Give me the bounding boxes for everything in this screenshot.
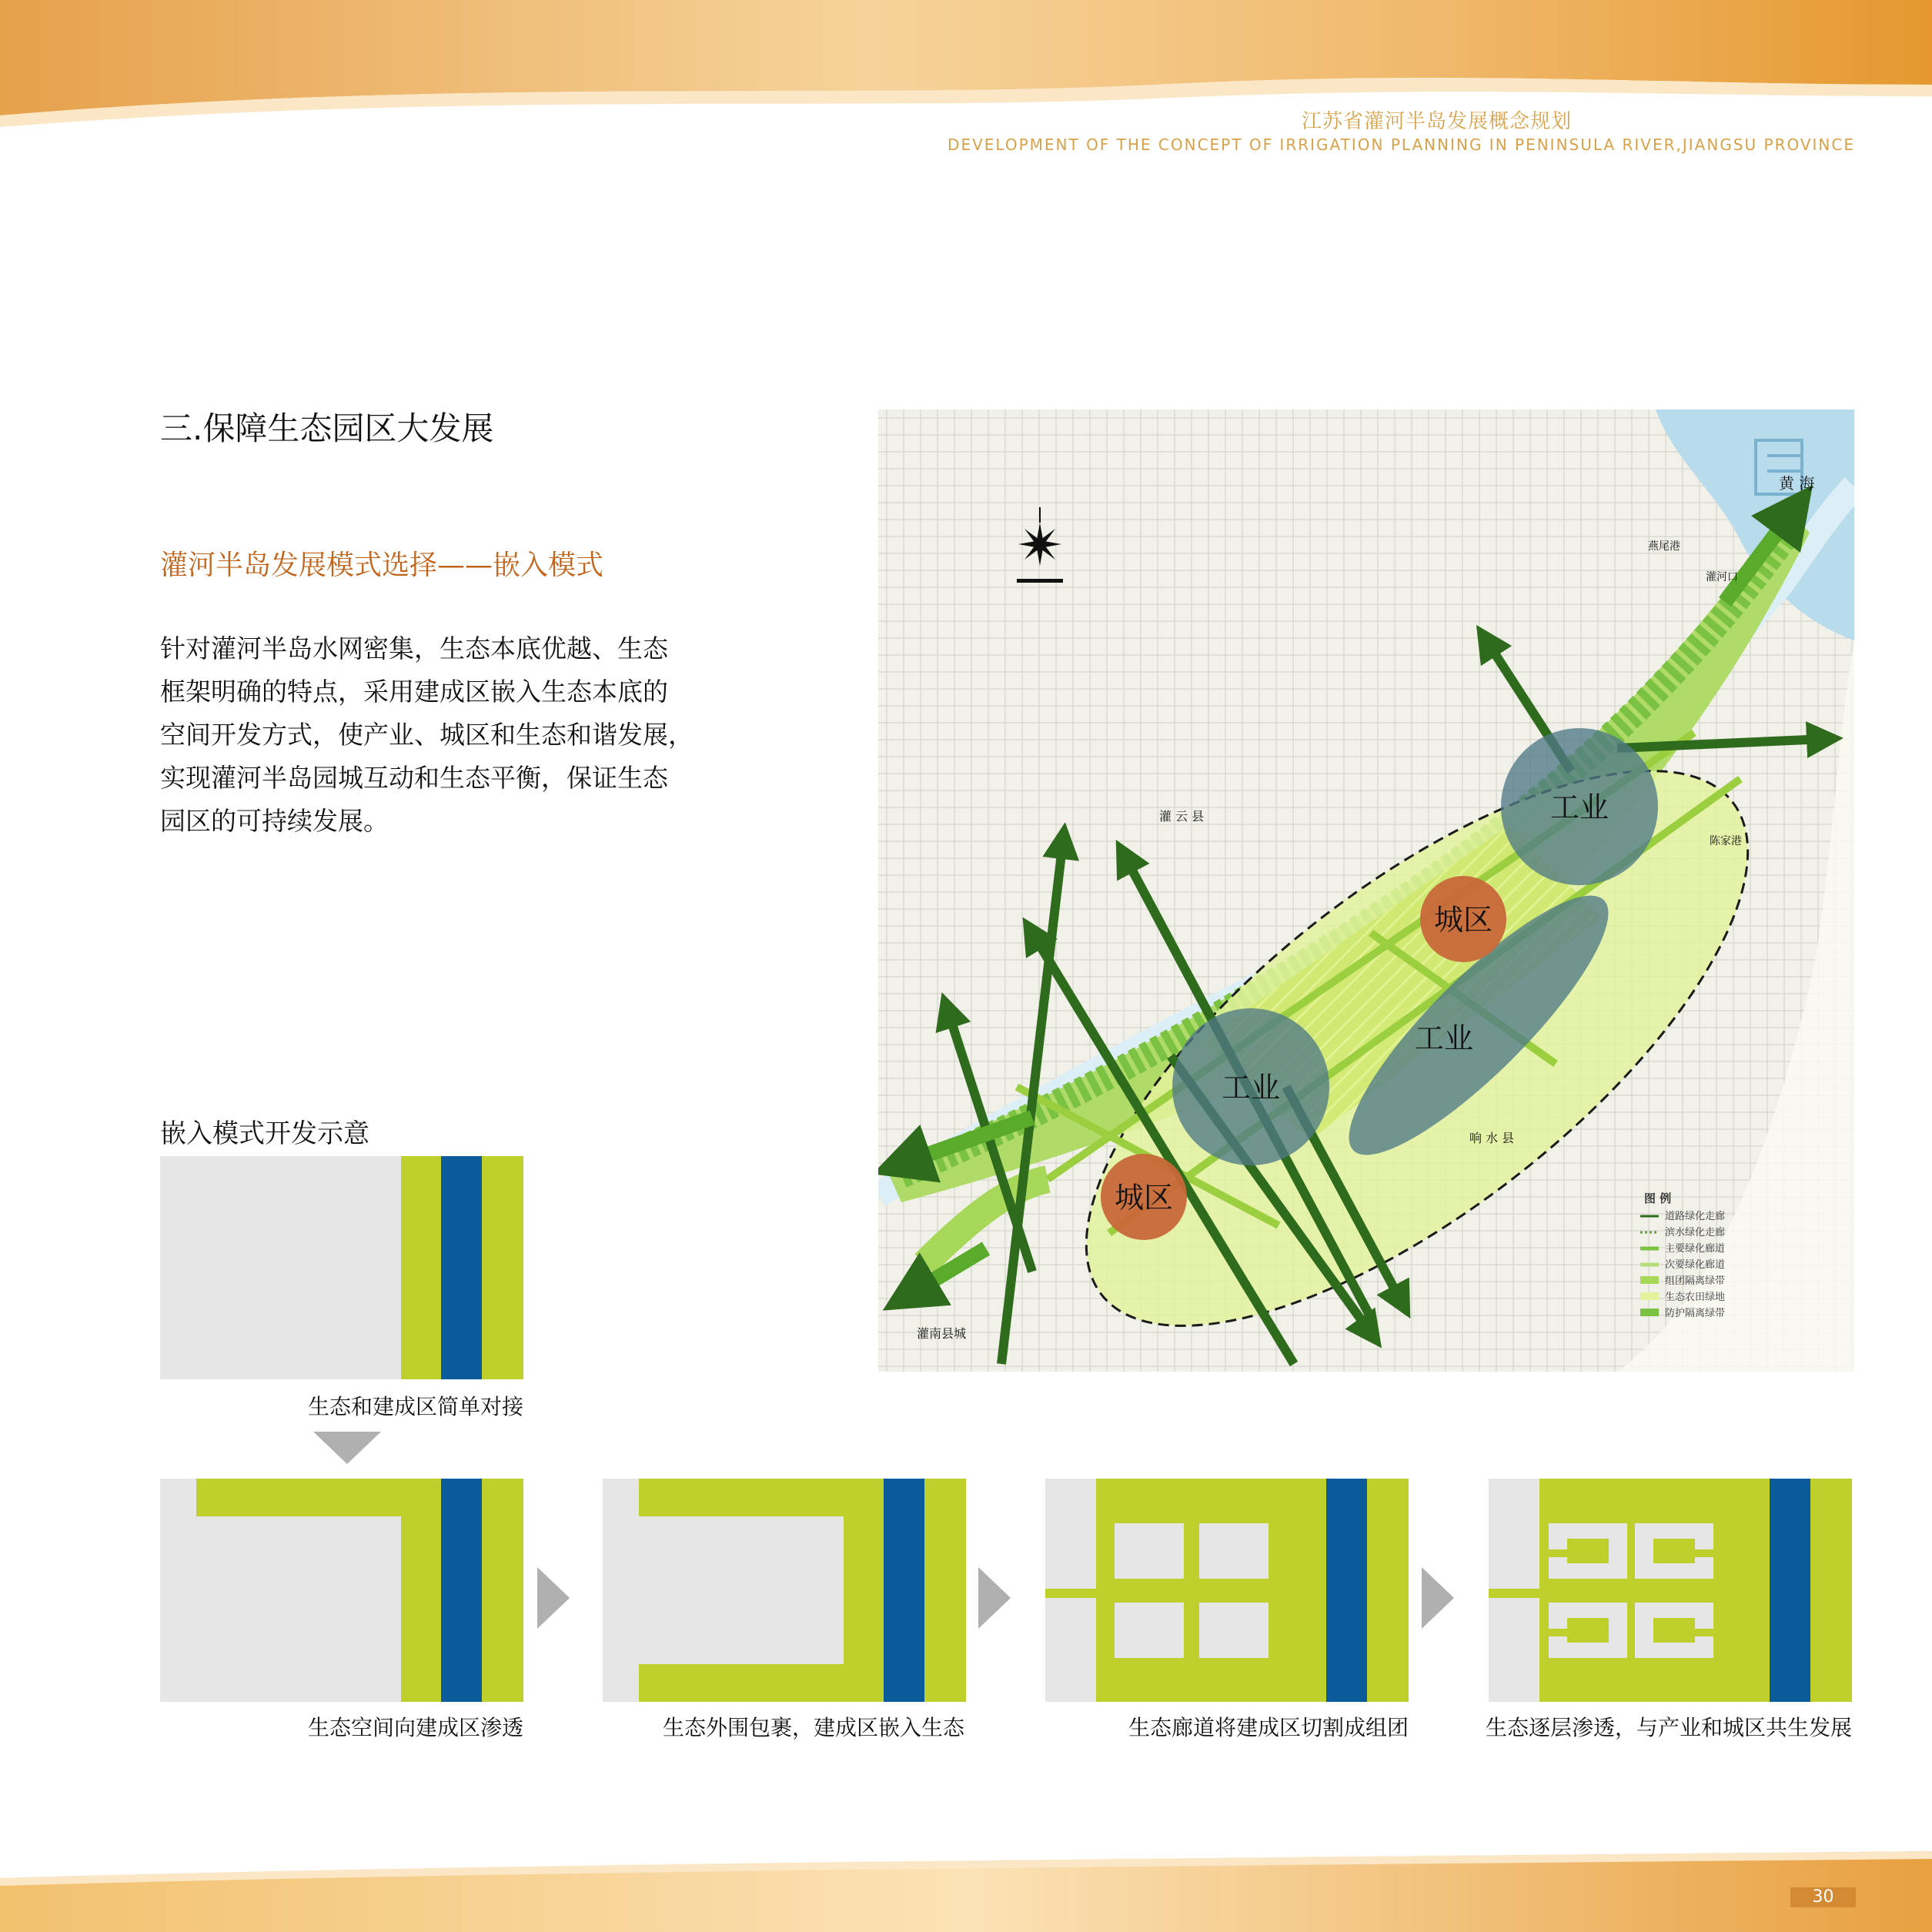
diagram-caption: 生态廊道将建成区切割成组团 [1128, 1715, 1409, 1740]
body-paragraph [160, 627, 699, 843]
body-line: 空间开发方式，使产业、城区和生态和谐发展， [160, 720, 694, 750]
diagram-caption: 生态逐层渗透，与产业和城区共生发展 [1485, 1715, 1852, 1740]
legend-item: 主要绿化廊道 [1665, 1243, 1726, 1255]
map-label-industry: 工业 [1414, 1021, 1474, 1055]
legend-item: 次要绿化廊道 [1665, 1259, 1726, 1271]
diagram-heading: 嵌入模式开发示意 [160, 1118, 369, 1149]
body-line: 园区的可持续发展。 [160, 806, 389, 836]
legend-item: 生态农田绿地 [1665, 1292, 1726, 1303]
step-arrow-icon [978, 1567, 1011, 1629]
map-label-county: 响 水 县 [1469, 1131, 1515, 1145]
section-subtitle: 灌河半岛发展模式选择——嵌入模式 [160, 550, 604, 581]
legend-title: 图 例 [1644, 1192, 1672, 1205]
legend-item: 道路绿化走廊 [1665, 1211, 1726, 1222]
step-arrow-icon [1422, 1567, 1454, 1629]
body-line: 框架明确的特点，采用建成区嵌入生态本底的 [160, 677, 668, 707]
body-line: 实现灌河半岛园城互动和生态平衡，保证生态 [160, 763, 668, 793]
map-label-county: 灌南县城 [917, 1326, 967, 1341]
header-title-en: DEVELOPMENT OF THE CONCEPT OF IRRIGATION PLANNING IN PENINSULA RIVER,JIANGSU PROVINCE [948, 135, 1855, 154]
map-label-industry: 工业 [1221, 1071, 1281, 1105]
section-title: 三.保障生态园区大发展 [160, 409, 494, 447]
diagram-caption: 生态外围包裹，建成区嵌入生态 [662, 1715, 964, 1740]
legend-item: 组团隔离绿带 [1665, 1275, 1726, 1287]
footer-band [0, 1847, 1932, 1932]
map-label-city: 城区 [1433, 903, 1493, 937]
body-line: 针对灌河半岛水网密集，生态本底优越、生态 [160, 633, 668, 663]
down-arrow-icon [313, 1432, 381, 1464]
map-label-mouth: 灌河口 [1706, 571, 1738, 583]
map-label-city: 城区 [1114, 1181, 1174, 1215]
header-title-cn: 江苏省灌河半岛发展概念规划 [1301, 110, 1572, 133]
map-label-port: 燕尾港 [1648, 540, 1680, 553]
header-band [0, 0, 1932, 146]
map-label-sea: 黄 海 [1779, 474, 1815, 493]
diagram-step4 [1489, 1479, 1852, 1702]
step-arrow-icon [537, 1567, 570, 1629]
legend-item: 滨水绿化走廊 [1665, 1227, 1726, 1238]
diagram-caption: 生态和建成区简单对接 [307, 1394, 523, 1419]
diagram-step2 [603, 1479, 966, 1702]
diagram-step3 [1045, 1479, 1409, 1702]
planning-map [878, 409, 1854, 1372]
diagram-step1 [160, 1479, 523, 1702]
page-number: 30 [1790, 1887, 1856, 1907]
map-label-industry: 工业 [1549, 791, 1609, 824]
map-label-port: 陈家港 [1710, 835, 1742, 847]
map-label-county: 灌 云 县 [1159, 809, 1205, 824]
diagram-step0 [160, 1156, 523, 1379]
diagram-caption: 生态空间向建成区渗透 [307, 1715, 523, 1740]
legend-item: 防护隔离绿带 [1665, 1308, 1726, 1319]
